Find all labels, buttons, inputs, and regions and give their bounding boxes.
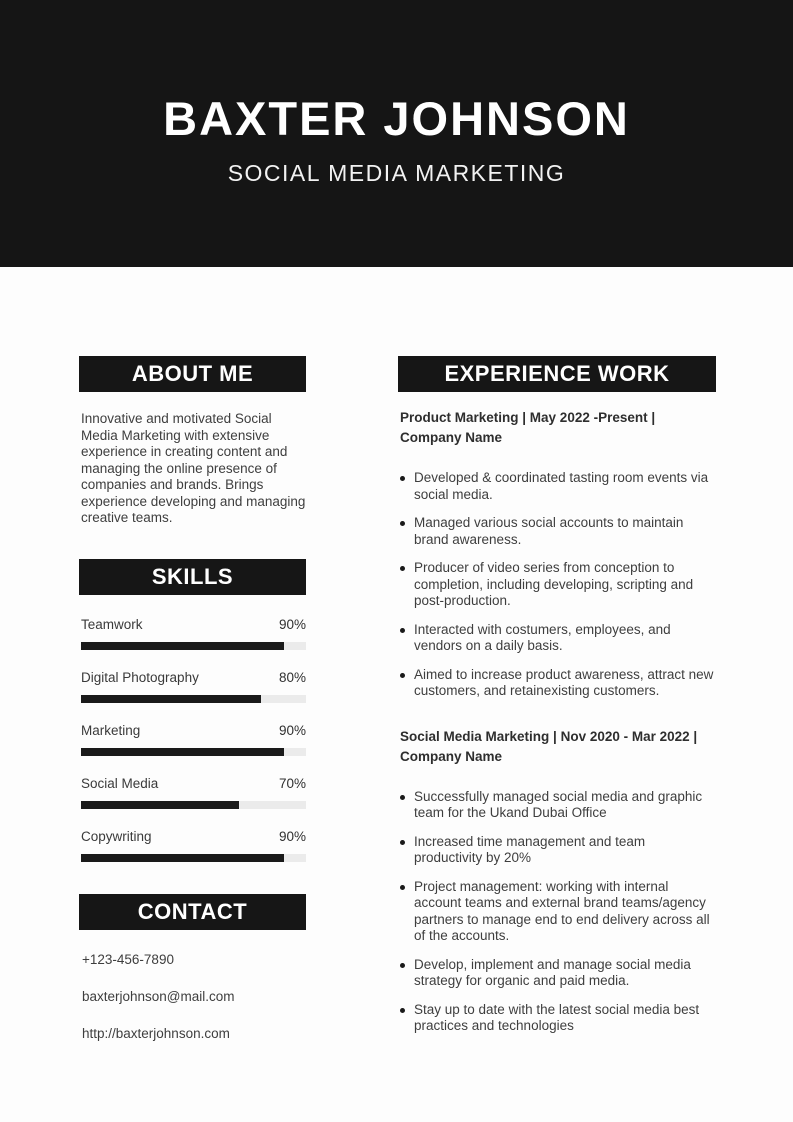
- job-bullet: [400, 957, 716, 990]
- skill-row: [81, 611, 306, 664]
- job-bullet: [400, 622, 716, 655]
- job-title: Social Media Marketing | Nov 2020 - Mar 2022 | Company Name: [400, 728, 698, 764]
- skill-percent: 90%: [278, 723, 306, 738]
- skills-heading: SKILLS: [79, 559, 306, 595]
- job-bullet: [400, 515, 716, 548]
- bullet-text: Develop, implement and manage social media strategy for organic and paid media.: [414, 956, 691, 988]
- skill-progress-fill: [81, 748, 284, 756]
- skill-label: Teamwork: [81, 617, 143, 632]
- job-bullet-list: [398, 789, 716, 1035]
- job-bullet: [400, 667, 716, 700]
- skill-row: [81, 664, 306, 717]
- skill-row: [81, 717, 306, 770]
- skill-progress-track: [81, 801, 306, 809]
- person-role: SOCIAL MEDIA MARKETING: [227, 159, 566, 186]
- contact-item: baxterjohnson@mail.com: [82, 989, 235, 1004]
- bullet-text: Project management: working with internal account teams and external brand teams/agency partners to manage end to end delivery across all of the accounts.: [414, 878, 710, 943]
- job-bullet: [400, 879, 716, 945]
- bullet-dot-icon: [400, 560, 414, 610]
- skill-progress-track: [81, 695, 306, 703]
- job-bullet: [400, 789, 716, 822]
- bullet-text: Managed various social accounts to maintain brand awareness.: [414, 515, 684, 547]
- skill-progress-track: [81, 748, 306, 756]
- skill-percent: 90%: [278, 829, 306, 844]
- job-title: Product Marketing | May 2022 -Present | Company Name: [400, 410, 656, 445]
- skill-progress-fill: [81, 642, 284, 650]
- skill-progress-fill: [81, 801, 239, 809]
- job-bullet: [400, 470, 716, 503]
- about-heading: ABOUT ME: [79, 356, 306, 392]
- bullet-text: Aimed to increase product awareness, attract new customers, and retainexisting customers.: [414, 666, 714, 698]
- bullet-dot-icon: [400, 834, 414, 867]
- skill-label: Copywriting: [81, 829, 152, 844]
- bullet-dot-icon: [400, 789, 414, 822]
- resume-header: [0, 0, 793, 267]
- skill-head: [81, 829, 306, 844]
- skill-head: [81, 723, 306, 738]
- skill-row: [81, 770, 306, 823]
- skill-label: Digital Photography: [81, 670, 199, 685]
- experience-heading: EXPERIENCE WORK: [398, 356, 716, 392]
- bullet-text: Interacted with costumers, employees, and vendors on a daily basis.: [414, 621, 671, 653]
- bullet-dot-icon: [400, 622, 414, 655]
- skill-percent: 90%: [278, 617, 306, 632]
- skill-percent: 70%: [278, 776, 306, 791]
- skill-head: [81, 617, 306, 632]
- person-name: BAXTER JOHNSON: [163, 91, 630, 145]
- bullet-text: Stay up to date with the latest social media best practices and technologies: [414, 1001, 700, 1033]
- bullet-dot-icon: [400, 879, 414, 945]
- skill-progress-fill: [81, 695, 261, 703]
- skill-progress-fill: [81, 854, 284, 862]
- bullet-dot-icon: [400, 957, 414, 990]
- skills-section: [79, 559, 306, 876]
- experience-jobs: [398, 408, 716, 1035]
- skill-head: [81, 776, 306, 791]
- bullet-text: Increased time management and team productivity by 20%: [414, 833, 646, 865]
- contact-item: http://baxterjohnson.com: [82, 1026, 230, 1041]
- experience-section: [398, 356, 716, 1047]
- job-bullet: [400, 834, 716, 867]
- skill-label: Marketing: [81, 723, 141, 738]
- job-bullet: [400, 1002, 716, 1035]
- job-bullet-list: [398, 470, 716, 700]
- bullet-text: Producer of video series from conception to completion, including developing, scripting and post-production.: [414, 560, 694, 608]
- skill-progress-track: [81, 854, 306, 862]
- bullet-dot-icon: [400, 1002, 414, 1035]
- skill-row: [81, 823, 306, 876]
- contact-list: [79, 952, 306, 1042]
- skill-percent: 80%: [278, 670, 306, 685]
- about-text: Innovative and motivated Social Media Marketing with extensive experience in creating content and managing the online presence of companies and brands. Brings experience developing and managing creative teams.: [81, 411, 306, 525]
- bullet-dot-icon: [400, 667, 414, 700]
- about-section: [79, 356, 306, 527]
- bullet-text: Developed & coordinated tasting room events via social media.: [414, 470, 709, 502]
- contact-item: +123-456-7890: [82, 952, 174, 967]
- contact-section: [79, 894, 306, 1063]
- skill-progress-track: [81, 642, 306, 650]
- skills-list: [79, 611, 306, 876]
- bullet-dot-icon: [400, 515, 414, 548]
- skill-head: [81, 670, 306, 685]
- bullet-dot-icon: [400, 470, 414, 503]
- contact-heading: CONTACT: [79, 894, 306, 930]
- job-bullet: [400, 560, 716, 610]
- skill-label: Social Media: [81, 776, 159, 791]
- bullet-text: Successfully managed social media and graphic team for the Ukand Dubai Office: [414, 788, 703, 820]
